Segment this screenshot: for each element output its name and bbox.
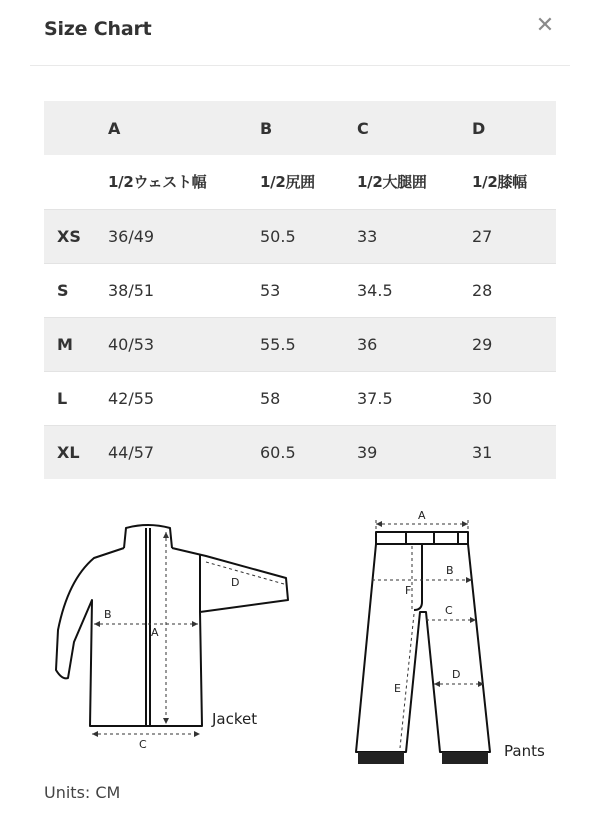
table-row [44, 425, 556, 479]
table-row [44, 263, 556, 317]
jacket-label-a: A [151, 626, 159, 639]
jacket-label-c: C [139, 738, 147, 750]
size-label: XL [44, 425, 108, 479]
value-b: 58 [260, 388, 281, 408]
value-a: 38/51 [108, 280, 155, 300]
size-table [44, 101, 556, 479]
header-cell-a: A [108, 101, 260, 155]
value-b: 53 [260, 280, 281, 300]
header-cell-d: D [472, 101, 556, 155]
modal-header [0, 0, 600, 66]
pants-label-f: F [405, 584, 412, 597]
pants-label-a: A [418, 509, 426, 522]
description-cell-c: 1/2大腿囲 [357, 173, 427, 192]
pants-label-d: D [452, 668, 461, 681]
value-a: 44/57 [108, 425, 260, 479]
table-header-row [44, 101, 556, 155]
pants-label-e: E [394, 682, 401, 695]
header-cell-c: C [357, 101, 472, 155]
value-c: 39 [357, 425, 472, 479]
modal-title: Size Chart [44, 18, 152, 40]
value-b: 60.5 [260, 425, 357, 479]
description-cell-size [44, 155, 108, 209]
table-row [44, 209, 556, 263]
value-d: 30 [472, 388, 493, 408]
value-c: 37.5 [357, 388, 393, 408]
jacket-label-b: B [104, 608, 112, 621]
table-description-row [44, 155, 556, 209]
description-cell-a: 1/2ウェスト幅 [108, 173, 207, 192]
close-icon[interactable]: ✕ [535, 13, 555, 38]
size-label: L [57, 388, 68, 408]
header-cell-size [44, 101, 108, 155]
value-a: 42/55 [108, 388, 155, 408]
description-cell-d: 1/2膝幅 [472, 173, 527, 192]
size-label: M [44, 317, 108, 371]
value-c: 34.5 [357, 280, 393, 300]
value-c: 33 [357, 209, 472, 263]
value-a: 40/53 [108, 317, 260, 371]
jacket-caption: Jacket [212, 710, 258, 728]
jacket-diagram [48, 520, 298, 750]
value-b: 50.5 [260, 209, 357, 263]
header-cell-b: B [260, 101, 357, 155]
size-label: S [57, 280, 69, 300]
size-label: XS [44, 209, 108, 263]
header-divider [30, 65, 570, 66]
value-d: 28 [472, 280, 493, 300]
value-b: 55.5 [260, 317, 357, 371]
pants-diagram [348, 502, 563, 772]
description-cell-b: 1/2尻囲 [260, 173, 315, 192]
table-row [44, 317, 556, 371]
pants-label-b: B [446, 564, 454, 577]
value-a: 36/49 [108, 209, 260, 263]
pants-label-c: C [445, 604, 453, 617]
value-d: 31 [472, 425, 556, 479]
table-row [44, 371, 556, 425]
pants-caption: Pants [504, 742, 545, 760]
value-d: 29 [472, 317, 556, 371]
value-c: 36 [357, 317, 472, 371]
value-d: 27 [472, 209, 556, 263]
units-note: Units: CM [44, 783, 121, 802]
jacket-label-d: D [231, 576, 240, 589]
